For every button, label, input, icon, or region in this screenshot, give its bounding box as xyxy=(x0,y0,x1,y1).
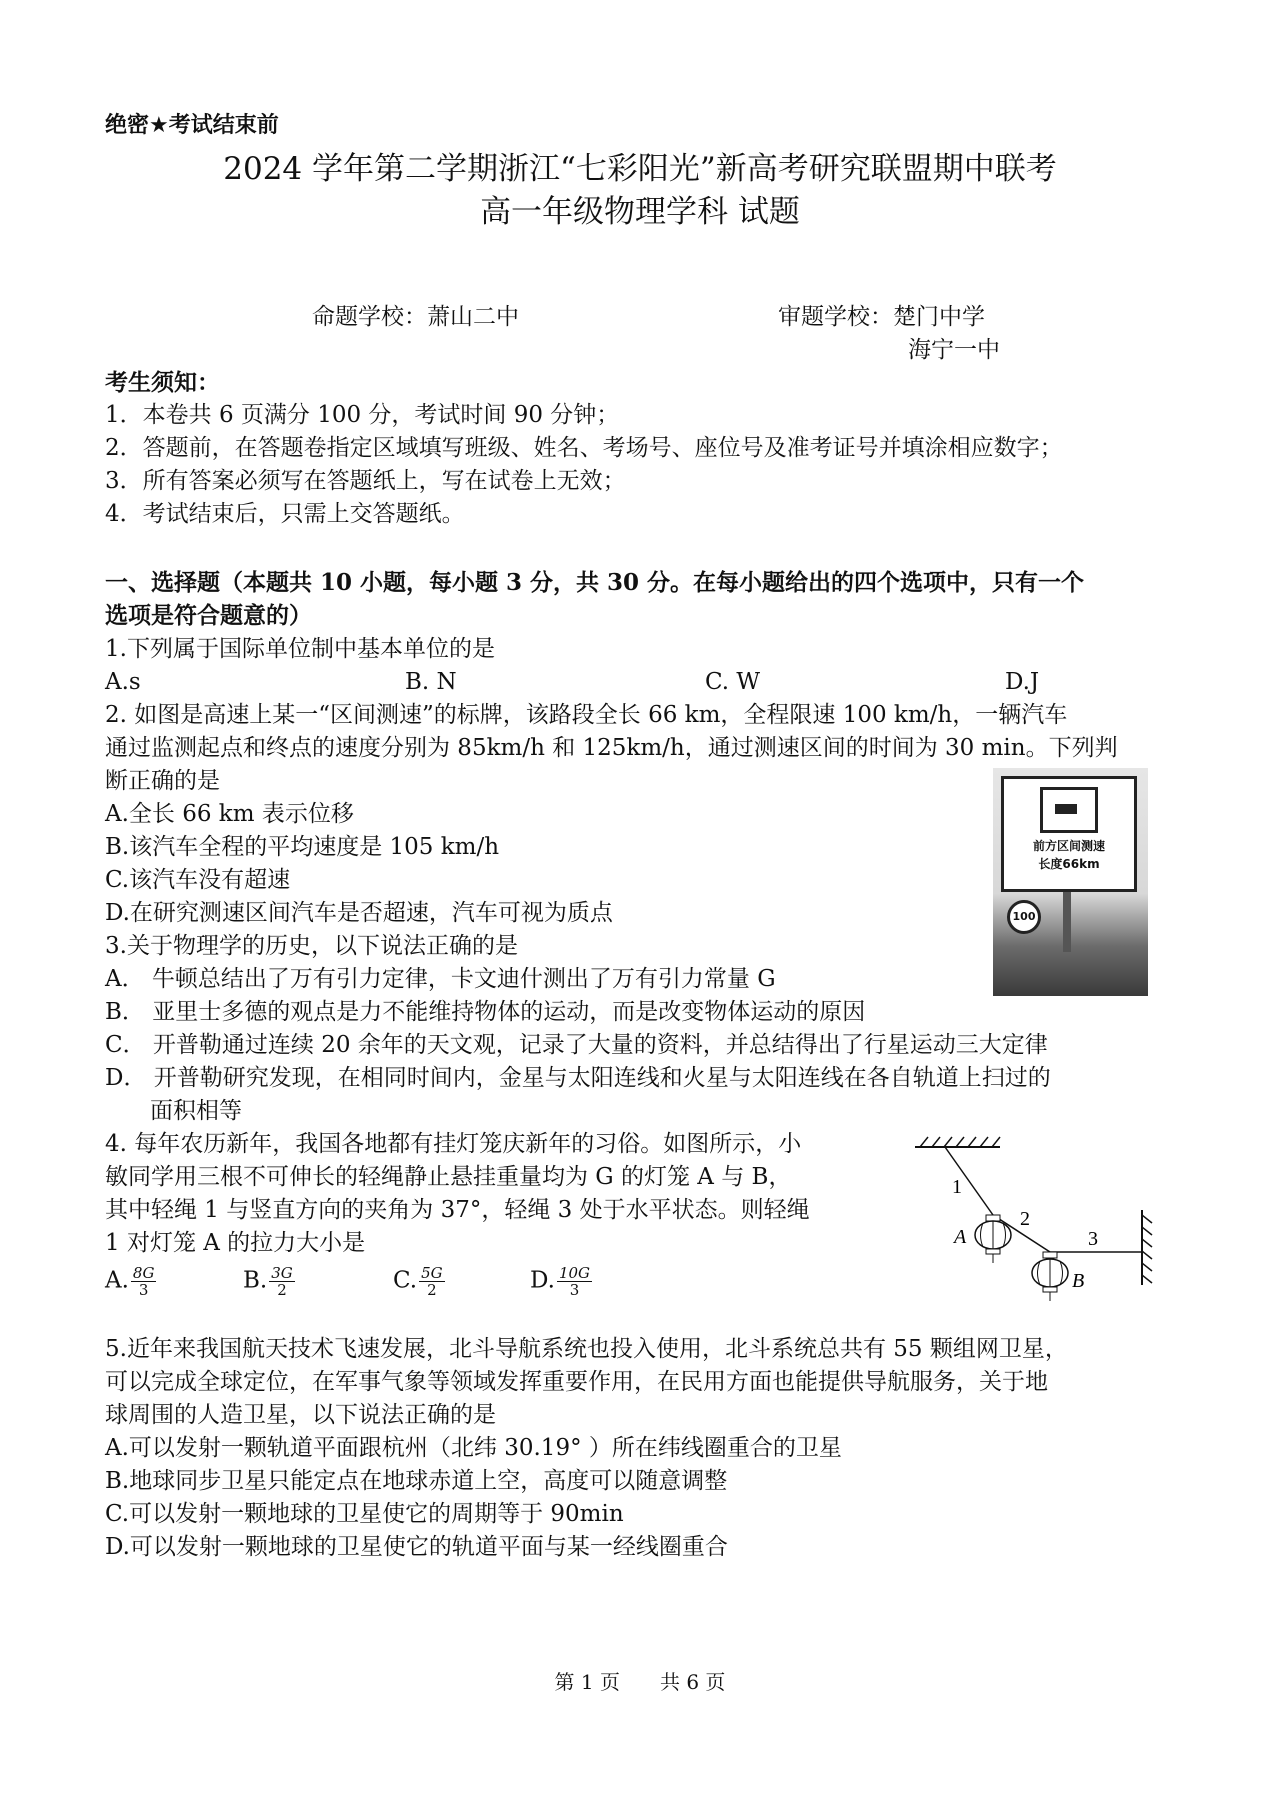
sign-text-line1: 前方区间测速 xyxy=(1032,839,1105,853)
rope-1-label: 1 xyxy=(952,1176,962,1198)
secret-label: 绝密★考试结束前 xyxy=(105,113,279,138)
page-footer: 第 1 页 共 6 页 xyxy=(554,1670,726,1694)
q3-option-a: A． 牛顿总结出了万有引力定律，卡文迪什测出了万有引力常量 G xyxy=(105,966,776,992)
q4-stem: 4. 每年农历新年，我国各地都有挂灯笼庆新年的习俗。如图所示，小 xyxy=(105,1131,802,1157)
camera-icon xyxy=(1040,787,1098,833)
q4-option-c: C. $\frac{5G}{2}$ xyxy=(393,1264,443,1299)
q5-stem: 5.近年来我国航天技术飞速发展，北斗导航系统也投入使用，北斗系统总共有 55 颗组网卫星， xyxy=(105,1336,1068,1362)
lantern-a-icon xyxy=(975,1215,1011,1263)
section-heading: 一、选择题（本题共 10 小题，每小题 3 分，共 30 分。在每小题给出的四个选项中，只有一个 xyxy=(105,569,1085,596)
sign-post xyxy=(1063,892,1071,952)
lantern-b-icon xyxy=(1032,1252,1068,1301)
q4-stem: 敏同学用三根不可伸长的轻绳静止悬挂重量均为 G 的灯笼 A 与 B， xyxy=(105,1164,792,1190)
q4-option-d: D. $\frac{10G}{3}$ xyxy=(530,1264,591,1299)
q2-option-b: B.该汽车全程的平均速度是 105 km/h xyxy=(105,834,500,860)
q1-option-d: D.J xyxy=(1005,669,1040,695)
q5-option-a: A.可以发射一颗轨道平面跟杭州（北纬 30.19° ）所在纬线圈重合的卫星 xyxy=(105,1435,842,1461)
q2-option-a: A.全长 66 km 表示位移 xyxy=(105,801,354,827)
q5-stem: 球周围的人造卫星，以下说法正确的是 xyxy=(105,1402,496,1428)
q3-option-d-cont: 面积相等 xyxy=(150,1098,242,1124)
wall-hatch xyxy=(1142,1215,1152,1283)
lantern-diagram xyxy=(900,1135,1160,1310)
notice-title: 考生须知： xyxy=(105,369,220,396)
q4-option-a: A. $\frac{8G}{3}$ xyxy=(105,1264,155,1299)
exam-subtitle: 高一年级物理学科 试题 xyxy=(480,194,800,230)
sign-text-line2: 长度66km xyxy=(1038,857,1100,871)
lantern-a-label: A xyxy=(954,1226,967,1248)
notice-item: 4．考试结束后，只需上交答题纸。 xyxy=(105,501,465,527)
q3-option-d: D． 开普勒研究发现，在相同时间内，金星与太阳连线和火星与太阳连线在各自轨道上扫过的 xyxy=(105,1065,1051,1091)
q1-option-b: B. N xyxy=(405,669,457,695)
q2-option-c: C.该汽车没有超速 xyxy=(105,867,291,893)
speed-limit-sign: 100 xyxy=(1007,900,1041,934)
lantern-b-label: B xyxy=(1072,1270,1085,1292)
q5-option-c: C.可以发射一颗地球的卫星使它的周期等于 90min xyxy=(105,1501,624,1527)
rope-3-label: 3 xyxy=(1088,1228,1098,1250)
q2-option-d: D.在研究测速区间汽车是否超速，汽车可视为质点 xyxy=(105,900,613,926)
q5-option-b: B.地球同步卫星只能定点在地球赤道上空，高度可以随意调整 xyxy=(105,1468,728,1494)
q3-option-c: C． 开普勒通过连续 20 余年的天文观，记录了大量的资料，并总结得出了行星运动三大定律 xyxy=(105,1032,1048,1058)
q1-option-c: C. W xyxy=(705,669,761,695)
section-heading-cont: 选项是符合题意的） xyxy=(105,602,312,629)
q2-stem: 断正确的是 xyxy=(105,768,220,794)
sign-board xyxy=(1001,776,1137,892)
q2-stem: 2. 如图是高速上某一“区间测速”的标牌，该路段全长 66 km，全程限速 100 km/h，一辆汽车 xyxy=(105,702,1068,728)
setter-school: 命题学校：萧山二中 xyxy=(312,304,519,330)
rope-2-label: 2 xyxy=(1020,1208,1030,1230)
q3-option-b: B． 亚里士多德的观点是力不能维持物体的运动，而是改变物体运动的原因 xyxy=(105,999,866,1025)
q2-stem: 通过监测起点和终点的速度分别为 85km/h 和 125km/h，通过测速区间的时间为 30 min。下列判 xyxy=(105,735,1118,761)
notice-item: 1．本卷共 6 页满分 100 分，考试时间 90 分钟； xyxy=(105,402,620,428)
ceiling-hatch xyxy=(920,1137,1000,1147)
q1-option-a: A.s xyxy=(105,669,141,695)
q4-option-b: B. $\frac{3G}{2}$ xyxy=(243,1264,293,1299)
q1-stem: 1.下列属于国际单位制中基本单位的是 xyxy=(105,636,495,662)
exam-title: 2024 学年第二学期浙江“七彩阳光”新高考研究联盟期中联考 xyxy=(223,151,1057,187)
reviewer-school-second: 海宁一中 xyxy=(908,337,1000,363)
notice-item: 2．答题前，在答题卷指定区域填写班级、姓名、考场号、座位号及准考证号并填涂相应数字； xyxy=(105,435,1063,461)
q3-stem: 3.关于物理学的历史，以下说法正确的是 xyxy=(105,933,518,959)
notice-item: 3．所有答案必须写在答题纸上，写在试卷上无效； xyxy=(105,468,626,494)
reviewer-school: 审题学校：楚门中学 xyxy=(778,304,985,330)
q4-stem: 其中轻绳 1 与竖直方向的夹角为 37°，轻绳 3 处于水平状态。则轻绳 xyxy=(105,1197,810,1223)
q5-stem: 可以完成全球定位，在军事气象等领域发挥重要作用，在民用方面也能提供导航服务，关于地 xyxy=(105,1369,1048,1395)
speed-zone-sign-photo xyxy=(993,768,1148,996)
q5-option-d: D.可以发射一颗地球的卫星使它的轨道平面与某一经线圈重合 xyxy=(105,1534,728,1560)
q4-stem: 1 对灯笼 A 的拉力大小是 xyxy=(105,1230,366,1256)
